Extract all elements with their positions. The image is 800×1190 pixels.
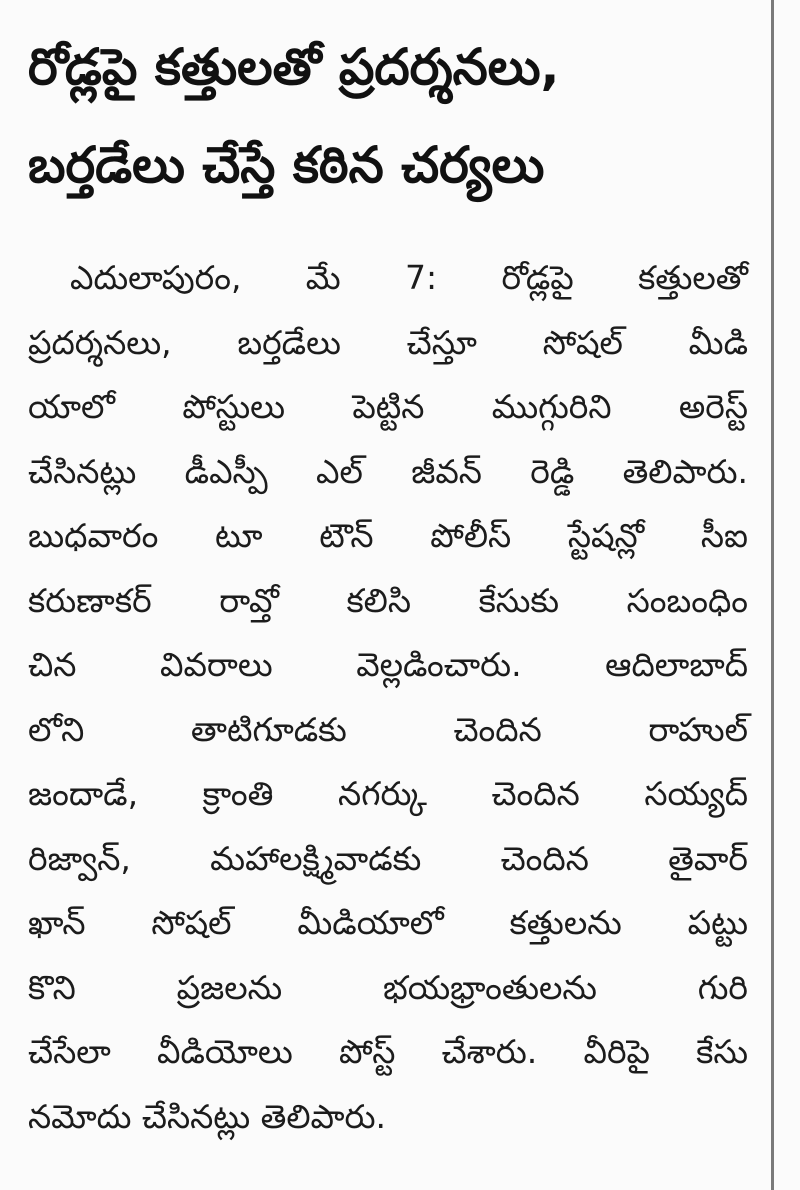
body-line-11: ఖాన్ సోషల్ మీడియాలో కత్తులను పట్టు: [28, 903, 748, 942]
news-article: [28, 18, 748, 1149]
body-line-6: కరుణాకర్ రావ్తో కలిసి కేసుకు సంబంధిం: [28, 580, 748, 620]
article-body: [28, 246, 748, 1149]
body-line-4: చేసినట్లు డీఎస్పీ ఎల్ జీవన్ రెడ్డి తెలిపారు.: [28, 451, 748, 491]
body-line-12: కొని ప్రజలను భయభ్రాంతులను గురి: [28, 967, 748, 1007]
column-divider: [771, 0, 774, 1190]
body-line-10: రిజ్వాన్, మహాలక్ష్మివాడకు చెందిన తైవార్: [28, 838, 748, 878]
body-line-7: చిన వివరాలు వెల్లడించారు. ఆదిలాబాద్: [28, 645, 748, 684]
body-line-13: చేసేలా వీడియోలు పోస్ట్ చేశారు. వీరిపై కేసు: [28, 1032, 748, 1071]
body-line-5: బుధవారం టూ టౌన్ పోలీస్ స్టేషన్లో సీఐ: [28, 516, 748, 555]
body-line-3: యాలో పోస్టులు పెట్టిన ముగ్గురిని అరెస్ట్: [28, 387, 748, 426]
body-line-2: ప్రదర్శనలు, బర్తడేలు చేస్తూ సోషల్ మీడి: [28, 322, 748, 362]
body-line-9: జందాడే, క్రాంతి నగర్కు చెందిన సయ్యద్: [28, 774, 748, 813]
body-line-1: ఎదులాపురం, మే 7: రోడ్లపై కత్తులతో: [70, 258, 748, 297]
headline-line-2: బర్తడేలు చేస్తే కఠిన చర్యలు: [28, 136, 545, 194]
body-line-8: లోని తాటిగూడకు చెందిన రాహుల్: [28, 709, 748, 749]
body-line-14: నమోదు చేసినట్లు తెలిపారు.: [28, 1096, 387, 1136]
headline-line-1: రోడ్లపై కత్తులతో ప్రదర్శనలు,: [28, 38, 560, 96]
